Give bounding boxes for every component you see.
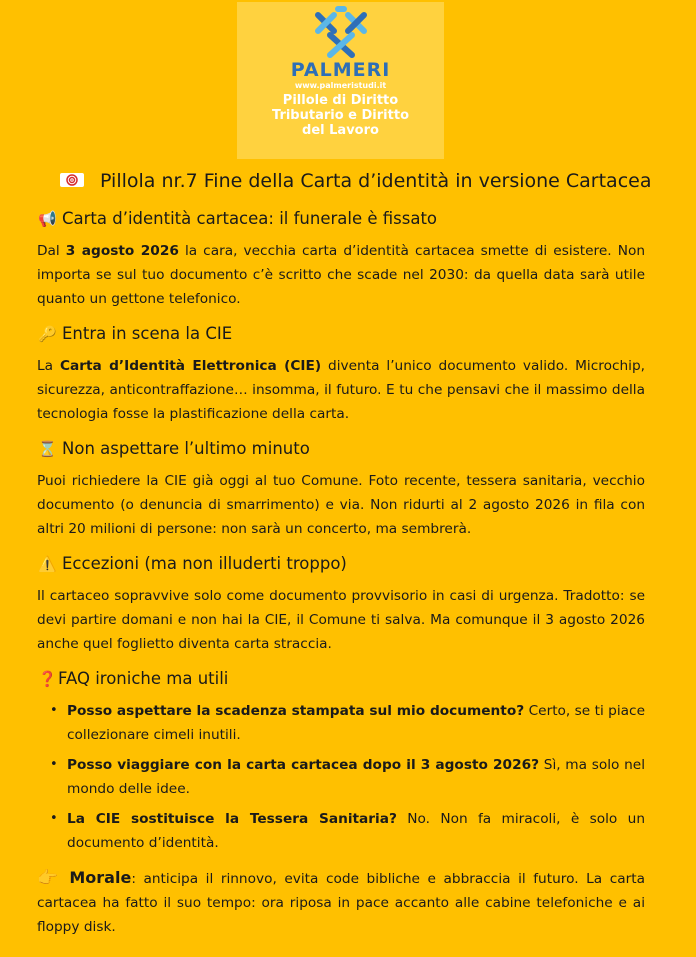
section-heading-text: Carta d’identità cartacea: il funerale è fissato	[62, 209, 438, 228]
target-icon	[60, 173, 84, 187]
section-paragraph: La Carta d’Identità Elettronica (CIE) diventa l’unico documento valido. Microchip, sicurezza, anticontraffazione… insomma, il futuro. E tu che pensavi che il massimo della tecnologia fosse la plastificazione della carta.	[37, 358, 645, 422]
hourglass-icon: ⌛	[38, 440, 57, 458]
cie-highlight: Carta d’Identità Elettronica (CIE)	[59, 358, 322, 374]
tagline-line: Tributario e Diritto	[272, 108, 409, 123]
section-heading-text: Entra in scena la CIE	[62, 324, 233, 343]
pointing-hand-icon: 👉	[37, 868, 62, 888]
section-paragraph: Puoi richiedere la CIE già oggi al tuo Comune. Foto recente, tessera sanitaria, vecchio documento (o denuncia di smarrimento) e via. Non ridurti al 2 agosto 2026 in fila con altri 20 milioni di persone: non sarà un concerto, ma sembrerà.	[37, 473, 645, 537]
section-heading-text: Non aspettare l’ultimo minuto	[62, 439, 310, 458]
question-icon: ❓	[38, 670, 57, 688]
section-heading	[38, 323, 232, 345]
faq-item: • La CIE sostituisce la Tessera Sanitaria? No. Non fa miracoli, è solo un documento d’identità.	[50, 807, 645, 855]
key-icon: 🔑	[38, 325, 57, 343]
warning-icon: ⚠️	[38, 555, 57, 573]
page-title	[60, 168, 680, 194]
logo-tagline	[237, 93, 444, 138]
section-heading-text: Eccezioni (ma non illuderti troppo)	[62, 554, 347, 573]
megaphone-icon: 📢	[38, 210, 57, 228]
faq-heading	[38, 668, 228, 690]
date-highlight: 3 agosto 2026	[65, 243, 179, 259]
tagline-line: Pillole di Diritto	[282, 93, 399, 108]
section-heading	[38, 438, 310, 460]
logo-brand: PALMERI	[290, 59, 391, 81]
logo-site: www.palmeristudi.it	[294, 81, 387, 90]
tagline-line: del Lavoro	[302, 123, 379, 138]
faq-list	[50, 699, 645, 861]
moral-paragraph: 👉 Morale: anticipa il rinnovo, evita code bibliche e abbraccia il futuro. La carta cartacea ha fatto il suo tempo: ora riposa in pace accanto alle cabine telefoniche e ai floppy disk.	[37, 868, 645, 935]
faq-heading-text: FAQ ironiche ma utili	[58, 669, 229, 688]
page-title-text: Pillola nr.7 Fine della Carta d’identità in versione Cartacea	[100, 170, 652, 192]
moral-label: Morale	[69, 868, 132, 887]
palmeri-emblem-icon	[310, 5, 372, 61]
section-heading	[38, 553, 347, 575]
palmeri-logo	[237, 2, 444, 159]
section-paragraph: Dal 3 agosto 2026 la cara, vecchia carta d’identità cartacea smette di esistere. Non importa se sul tuo documento c’è scritto che scade nel 2030: da quella data sarà utile quanto un gettone telefonico.	[37, 243, 645, 307]
faq-item: • Posso viaggiare con la carta cartacea dopo il 3 agosto 2026? Sì, ma solo nel mondo delle idee.	[50, 753, 645, 801]
faq-item: • Posso aspettare la scadenza stampata sul mio documento? Certo, se ti piace collezionare cimeli inutili.	[50, 699, 645, 747]
section-heading	[38, 208, 437, 230]
section-paragraph: Il cartaceo sopravvive solo come documento provvisorio in casi di urgenza. Tradotto: se devi partire domani e non hai la CIE, il Comune ti salva. Ma comunque il 3 agosto 2026 anche quel foglietto diventa carta straccia.	[37, 588, 645, 652]
